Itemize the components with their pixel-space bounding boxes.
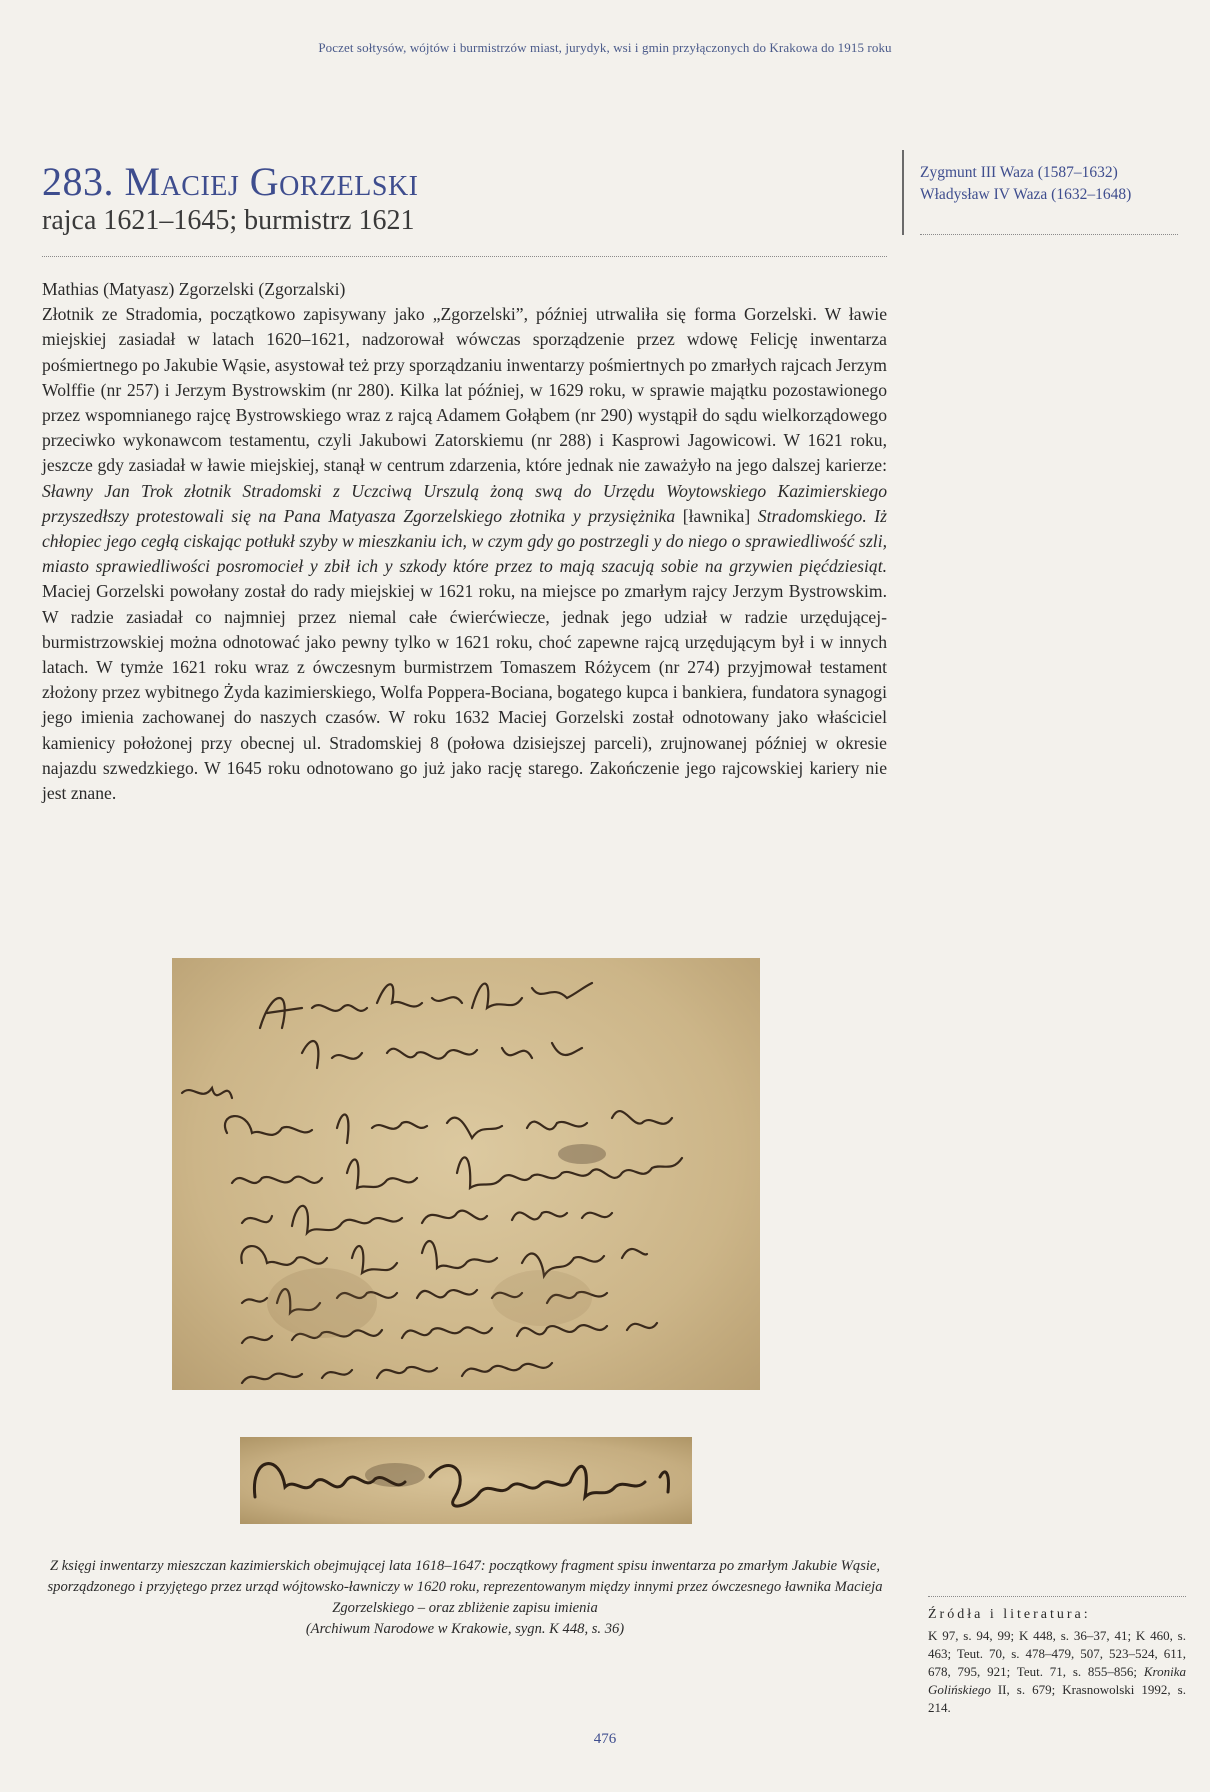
sources-dotted-rule (928, 1596, 1186, 1597)
manuscript-name-closeup (240, 1437, 692, 1524)
body-text-1: Złotnik ze Stradomia, początkowo zapisywany jako „Zgorzelski”, później utrwaliła się forma Gorzelski. W ławie miejskiej zasiadał w latach 1620–1621, nadzorował wówczas sporządzenie przez wdowę Felicję inwentarza pośmiertnego po Jakubie Wąsie, asystował też przy sporządzaniu inwentarzy pośmiertnych po zmarłych rajcach Jerzym Wolffie (nr 257) i Jerzym Bystrowskim (nr 280). Kilka lat później, w 1629 roku, w sprawie majątku pozostawionego przez wspomnianego rajcę Bystrowskiego wraz z rajcą Adamem Gołąbem (nr 290) wystąpił do sądu wielkorządowego przeciwko wykonawcom testamentu, czyli Jakubowi Zatorskiemu (nr 288) i Kasprowi Jagowicowi. W 1621 roku, jeszcze gdy zasiadał w ławie miejskiej, stanął w centrum zdarzenia, które jednak nie zaważyło na jego dalszej karierze: (42, 304, 887, 476)
body-text-2: Maciej Gorzelski powołany został do rady miejskiej w 1621 roku, na miejsce po zmarłym rajcy Jerzym Bystrowskim. W radzie zasiadał co najmniej przez niemal całe ćwierćwiecze, jednak jego udział w radzie urzędującej-burmistrzowskiej można odnotować jako pewny tylko w 1621 roku, choć zapewne rajcą urzędującym był i w innych latach. W tymże 1621 roku wraz z ówczesnym burmistrzem Tomaszem Różycem (nr 274) przyjmował testament złożony przez wybitnego Żyda kazimierskiego, Wolfa Poppera-Bociana, bogatego kupca i bankiera, fundatora synagogi jego imienia zachowanej do naszych czasów. W roku 1632 Maciej Gorzelski został odnotowany jako właściciel kamienicy położonej przy obecnej ul. Stradomskiej 8 (połowa dzisiejszej parceli), zrujnowanej później w okresie najazdu szwedzkiego. W 1645 roku odnotowano go już jako rację starego. Zakończenie jego rajcowskiej kariery nie jest znane. (42, 581, 887, 804)
manuscript-image (172, 958, 760, 1390)
sources-title: Źródła i literatura: (928, 1607, 1091, 1622)
sources-block (928, 1606, 1186, 1717)
entry-main-column (42, 160, 887, 806)
sources-text-a: K 97, s. 94, 99; K 448, s. 36–37, 41; K 460, s. 463; Teut. 70, s. 478–479, 507, 523–524, 611, 678, 795, 921; Teut. 71, s. 855–856; (928, 1628, 1186, 1679)
name-variants: Mathias (Matyasz) Zgorzelski (Zgorzalski) (42, 279, 346, 299)
figure-caption (40, 1556, 890, 1640)
entry-body (42, 277, 887, 806)
sources-text-b: II, s. 679; Krasnowolski 1992, s. 214. (928, 1682, 1186, 1715)
sources-text (928, 1627, 1186, 1717)
caption-archive: (Archiwum Narodowe w Krakowie, sygn. K 448, s. 36) (305, 1621, 625, 1637)
ruler-line-2: Władysław IV Waza (1632–1648) (920, 186, 1132, 203)
caption-text: Z księgi inwentarzy mieszczan kazimierskich obejmującej lata 1618–1647: początkowy fragment spisu inwentarza po zmarłym Jakubie Wąsie, sporządzonego i przyjętego przez urząd wójtowsko-ławniczy w 1620 roku, reprezentowanym między innymi przez ówczesnego ławnika Macieja Zgorzelskiego – oraz zbliżenie zapisu imienia (47, 1558, 883, 1616)
quote-part-1: Sławny Jan Trok złotnik Stradomski z Uczciwą Urszulą żoną swą do Urzędu Woytowskiego Kazimierskiego przyszedłszy protestowali się na Pana Matyasza Zgorzelskiego złotnika y przysiężnika (42, 480, 887, 526)
page-number: 476 (593, 1731, 617, 1747)
handwriting-strokes (172, 958, 760, 1390)
entry-subtitle: rajca 1621–1645; burmistrz 1621 (42, 205, 415, 236)
quote-bracket: [ławnika] (675, 505, 758, 526)
column-divider (902, 150, 904, 235)
quote-part-2: Stradomskiego. Iż chłopiec jego cegłą ciskając potłukł szyby w mieszkaniu ich, w czym gdy go postrzegli y do niego o sprawiedliwość szli, miasto sprawiedliwości posromocieł y zbił ich y szkody które przez to mają szacują sobie na grzywien pięćdziesiąt. (42, 505, 887, 577)
ruler-line-1: Zygmunt III Waza (1587–1632) (920, 164, 1118, 181)
handwriting-strokes-closeup (240, 1437, 692, 1524)
sidebar-dotted-rule (920, 234, 1178, 235)
dotted-rule (42, 256, 887, 257)
sources-text-italic: Kronika Golińskiego (928, 1664, 1186, 1697)
entry-title: 283. Maciej Gorzelski (42, 159, 419, 204)
sidebar (920, 162, 1178, 235)
running-header: Poczet sołtysów, wójtów i burmistrzów miast, jurydyk, wsi i gmin przyłączonych do Krakowa do 1915 roku (318, 40, 892, 55)
